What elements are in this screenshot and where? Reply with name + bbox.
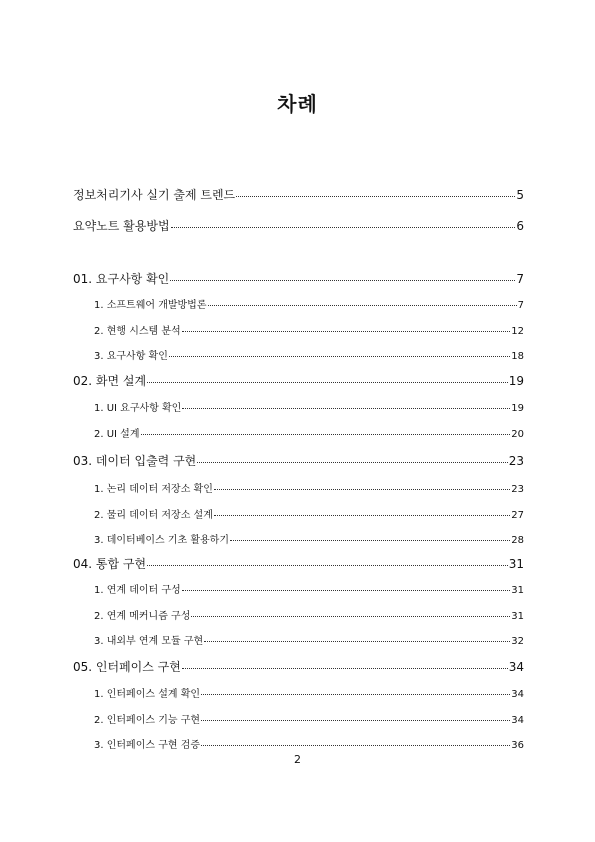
toc-entry-page: 7 (516, 272, 524, 286)
toc-entry-label: 3. 인터페이스 구현 검증 (94, 740, 201, 752)
toc-entry-label: 04. 통합 구현 (73, 557, 147, 571)
toc-entry-label: 정보처리기사 실기 출제 트렌드 (73, 188, 236, 202)
toc-entry-page: 34 (508, 660, 524, 674)
dot-leader (171, 226, 516, 228)
toc-chapter-entry[interactable] (73, 658, 524, 675)
toc-section-entry[interactable] (94, 480, 524, 495)
toc-entry-page: 20 (511, 428, 524, 440)
toc-entry-page: 12 (511, 325, 524, 337)
dot-leader (147, 381, 508, 383)
toc-section-entry[interactable] (94, 296, 524, 311)
dot-leader (182, 407, 510, 409)
toc-entry-label: 2. 물리 데이터 저장소 설계 (94, 509, 213, 521)
toc-entry-label: 3. 내외부 연계 모듈 구현 (94, 636, 204, 648)
toc-chapter-entry[interactable] (73, 452, 524, 469)
toc-entry-page: 28 (511, 535, 524, 547)
toc-entry-label: 01. 요구사항 확인 (73, 272, 170, 286)
dot-leader (141, 433, 511, 435)
toc-entry-page: 27 (511, 509, 524, 521)
dot-leader (236, 195, 515, 197)
toc-entry-page: 23 (508, 454, 524, 468)
toc-entry-page: 34 (511, 689, 524, 700)
toc-entry-label: 05. 인터페이스 구현 (73, 660, 181, 674)
toc-entry-label: 3. 데이터베이스 기초 활용하기 (94, 535, 229, 547)
toc-section-entry[interactable] (94, 506, 524, 521)
toc-entry-page: 36 (511, 740, 524, 752)
dot-leader (214, 488, 510, 490)
dot-leader (214, 514, 510, 516)
toc-section-entry[interactable] (94, 531, 524, 546)
toc-entry-label: 요약노트 활용방법 (73, 219, 170, 233)
toc-section-entry[interactable] (94, 347, 524, 362)
toc-entry-label: 2. 현행 시스템 분석 (94, 325, 181, 337)
toc-section-entry[interactable] (94, 607, 524, 622)
toc-entry-page: 7 (517, 300, 524, 311)
page-number: 2 (294, 753, 301, 766)
toc-entry-page: 19 (511, 403, 524, 414)
page-title: 차례 (277, 92, 318, 116)
toc-entry-page: 31 (508, 557, 524, 571)
dot-leader (191, 615, 510, 617)
toc-entry-label: 1. UI 요구사항 확인 (94, 403, 182, 414)
toc-entry-label: 03. 데이터 입출력 구현 (73, 454, 197, 468)
toc-intro-entry[interactable] (73, 217, 524, 234)
toc-chapter-entry[interactable] (73, 555, 524, 572)
toc-entry-page: 32 (511, 636, 524, 648)
toc-entry-label: 1. 인터페이스 설계 확인 (94, 689, 201, 700)
toc-section-entry[interactable] (94, 711, 524, 726)
dot-leader (204, 640, 510, 642)
toc-section-entry[interactable] (94, 322, 524, 337)
dot-leader (201, 744, 510, 746)
toc-entry-label: 1. 연계 데이터 구성 (94, 585, 181, 596)
toc-entry-page: 34 (511, 714, 524, 726)
toc-entry-label: 02. 화면 설계 (73, 374, 147, 388)
toc-entry-page: 31 (511, 585, 524, 596)
toc-entry-label: 1. 소프트웨어 개발방법론 (94, 300, 207, 311)
toc-entry-label: 1. 논리 데이터 저장소 확인 (94, 484, 213, 495)
toc-entry-label: 2. 연계 메커니즘 구성 (94, 610, 191, 622)
toc-entry-label: 3. 요구사항 확인 (94, 351, 168, 363)
dot-leader (201, 719, 510, 721)
toc-section-entry[interactable] (94, 632, 524, 647)
toc-entry-page: 6 (516, 219, 524, 233)
dot-leader (182, 667, 508, 669)
toc-entry-page: 18 (511, 351, 524, 363)
dot-leader (147, 564, 508, 566)
toc-section-entry[interactable] (94, 399, 524, 414)
toc-entry-page: 5 (516, 188, 524, 202)
toc-chapter-entry[interactable] (73, 372, 524, 389)
dot-leader (169, 355, 510, 357)
toc-entry-label: 2. UI 설계 (94, 428, 140, 440)
toc-section-entry[interactable] (94, 425, 524, 440)
toc-chapter-entry[interactable] (73, 270, 524, 287)
toc-intro-entry[interactable] (73, 186, 524, 203)
dot-leader (208, 304, 517, 306)
dot-leader (201, 693, 510, 695)
dot-leader (182, 330, 511, 332)
toc-entry-page: 31 (511, 610, 524, 622)
dot-leader (182, 589, 511, 591)
dot-leader (230, 539, 510, 541)
toc-section-entry[interactable] (94, 581, 524, 596)
toc-section-entry[interactable] (94, 685, 524, 700)
toc-entry-page: 23 (511, 484, 524, 495)
toc-entry-page: 19 (508, 374, 524, 388)
toc-section-entry[interactable] (94, 736, 524, 751)
toc-entry-label: 2. 인터페이스 기능 구현 (94, 714, 201, 726)
dot-leader (197, 461, 507, 463)
dot-leader (170, 279, 515, 281)
